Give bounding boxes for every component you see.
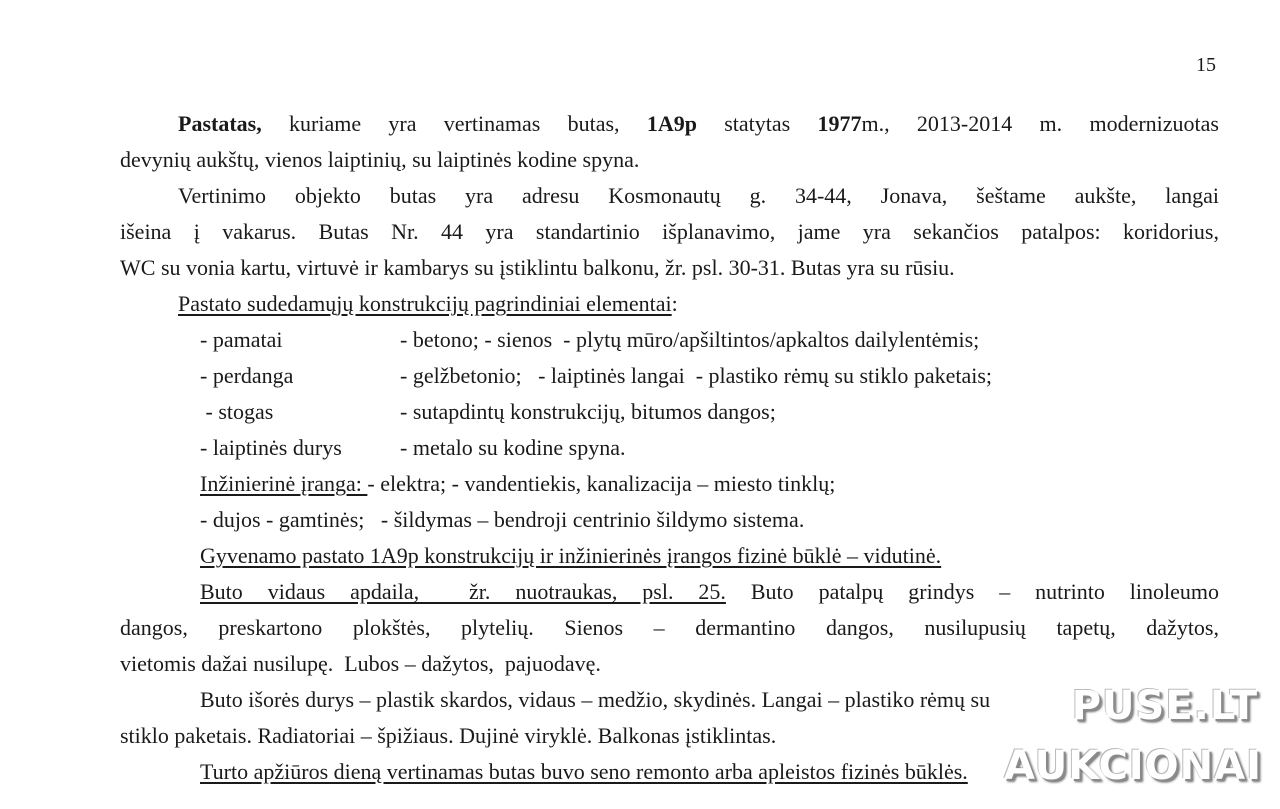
engineering-heading: Inžinierinė įranga:: [200, 471, 368, 496]
watermark: [982, 683, 1262, 804]
construction-label: - pamatai: [200, 327, 283, 352]
construction-row: [120, 326, 1219, 362]
construction-value: - sutapdintų konstrukcijų, bitumos dangos;: [400, 399, 776, 424]
paragraph-object-line-3: WC su vonia kartu, virtuvė ir kambarys su įstiklintu balkonu, žr. psl. 30-31. Butas yra su rūsiu.: [120, 255, 955, 280]
constructions-heading: [120, 290, 1219, 326]
engineering-line-2: - dujos - gamtinės; - šildymas – bendroji centrinio šildymo sistema.: [200, 507, 805, 532]
exterior-line-1: Buto išorės durys – plastik skardos, vidaus – medžio, skydinės. Langai – plastiko rėmų su: [200, 687, 991, 712]
paragraph-object-line-1: Vertinimo objekto butas yra adresu Kosmonautų g. 34-44, Jonava, šeštame aukšte, langai: [178, 183, 1219, 208]
construction-value: - betono; - sienos - plytų mūro/apšiltintos/apkaltos dailylentėmis;: [400, 327, 980, 352]
inspection-line: [120, 758, 1050, 786]
construction-row: [120, 362, 1219, 398]
paragraph-building-line-1: [120, 110, 1219, 146]
engineering-line-1: [120, 470, 1219, 506]
building-type: 1A9p: [646, 111, 697, 136]
building-label: Pastatas,: [178, 111, 262, 136]
construction-row: [120, 434, 1219, 470]
paragraph-object-line-2: išeina į vakarus. Butas Nr. 44 yra standartinio išplanavimo, jame yra sekančios patalpos: koridorius,: [120, 219, 1219, 244]
construction-row: [120, 398, 1219, 434]
construction-label: - stogas: [200, 399, 274, 424]
inspection-statement: Turto apžiūros dieną vertinamas butas buvo seno remonto arba apleistos fizinės būklės.: [200, 759, 968, 784]
construction-label: - perdanga: [200, 363, 294, 388]
construction-value: - metalo su kodine spyna.: [400, 435, 626, 460]
interior-text: Buto patalpų grindys – nutrinto linoleumo: [725, 579, 1219, 604]
exterior-line-2: stiklo paketais. Radiatoriai – špižiaus. Dujinė viryklė. Balkonas įstiklintas.: [120, 723, 777, 748]
watermark-line-1: PUSE.LT: [1071, 683, 1258, 729]
interior-line-3: vietomis dažai nusilupę. Lubos – dažytos, pajuodavę.: [120, 651, 601, 676]
constructions-list: [120, 326, 1219, 470]
construction-value: - gelžbetonio; - laiptinės langai - plastiko rėmų su stiklo paketais;: [400, 363, 993, 388]
document-body: [120, 110, 1219, 786]
condition-line: [120, 542, 1219, 578]
watermark-line-2: AUKCIONAI: [1004, 743, 1262, 789]
interior-reference: Buto vidaus apdaila, žr. nuotraukas, psl. 25.: [200, 579, 726, 604]
paragraph-building-line-2: devynių aukštų, vienos laiptinių, su laiptinės kodine spyna.: [120, 147, 640, 172]
engineering-text: - elektra; - vandentiekis, kanalizacija – miesto tinklų;: [367, 471, 836, 496]
text: kuriame yra vertinamas butas,: [261, 111, 647, 136]
page-number: 15: [1196, 54, 1216, 76]
condition-statement: Gyvenamo pastato 1A9p konstrukcijų ir inžinierinės įrangos fizinė būklė – vidutinė.: [200, 543, 942, 568]
build-year: 1977: [817, 111, 862, 136]
construction-label: - laiptinės durys: [200, 435, 342, 460]
interior-line-2: dangos, preskartono plokštės, plytelių. Sienos – dermantino dangos, nusilupusių tapetų, dažytos,: [120, 615, 1219, 640]
text: statytas: [696, 111, 818, 136]
constructions-heading-text: Pastato sudedamųjų konstrukcijų pagrindiniai elementai: [178, 291, 672, 316]
text: m., 2013-2014 m. modernizuotas: [861, 111, 1219, 136]
colon: :: [671, 291, 678, 316]
interior-line-1: [120, 578, 1219, 614]
